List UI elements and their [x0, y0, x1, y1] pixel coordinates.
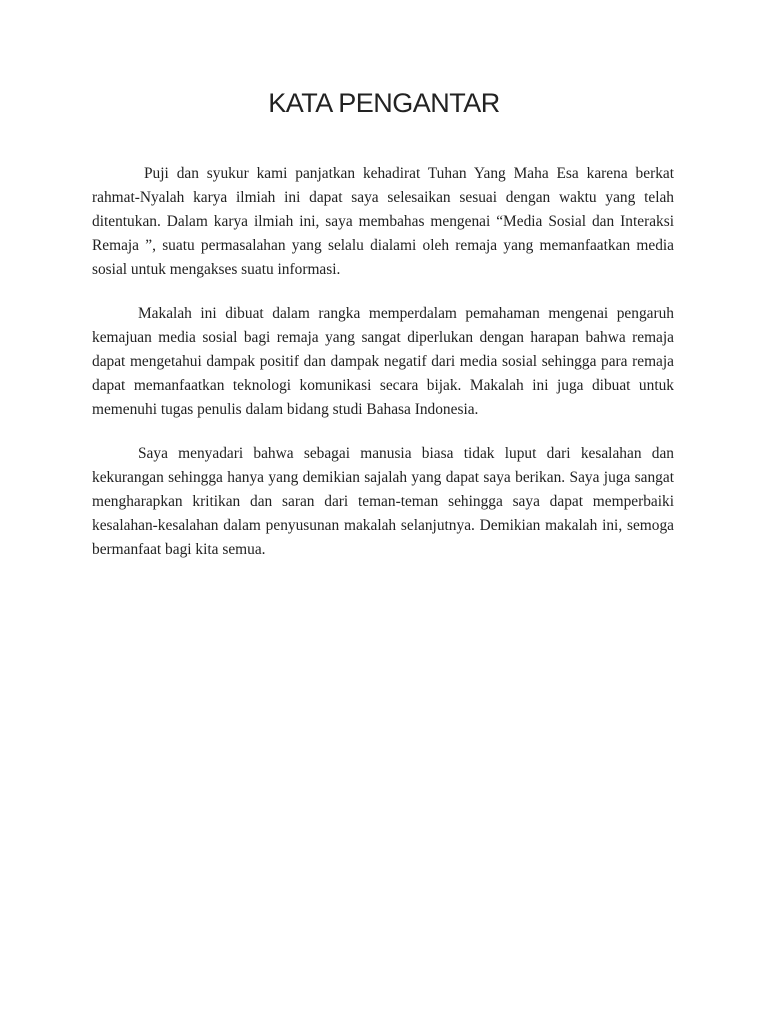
paragraph-3: Saya menyadari bahwa sebagai manusia biasa tidak luput dari kesalahan dan kekurangan sehingga hanya yang demikian sajalah yang dapat saya berikan. Saya juga sangat mengharapkan kritikan dan saran dari teman-teman sehingga saya dapat memperbaiki kesalahan-kesalahan dalam penyusunan makalah selanjutnya. Demikian makalah ini, semoga bermanfaat bagi kita semua.	[92, 445, 674, 558]
paragraph-2: Makalah ini dibuat dalam rangka memperdalam pemahaman mengenai pengaruh kemajuan media sosial bagi remaja yang sangat diperlukan dengan harapan bahwa remaja dapat mengetahui dampak positif dan dampak negatif dari media sosial sehingga para remaja dapat memanfaatkan teknologi komunikasi secara bijak. Makalah ini juga dibuat untuk memenuhi tugas penulis dalam bidang studi Bahasa Indonesia.	[92, 305, 674, 418]
document-body	[92, 162, 674, 582]
paragraph-1: Puji dan syukur kami panjatkan kehadirat Tuhan Yang Maha Esa karena berkat rahmat-Nyalah karya ilmiah ini dapat saya selesaikan sesuai dengan waktu yang telah ditentukan. Dalam karya ilmiah ini, saya membahas mengenai “Media Sosial dan Interaksi Remaja ”, suatu permasalahan yang selalu dialami oleh remaja yang memanfaatkan media sosial untuk mengakses suatu informasi.	[92, 165, 674, 278]
page-title: KATA PENGANTAR	[268, 88, 500, 118]
